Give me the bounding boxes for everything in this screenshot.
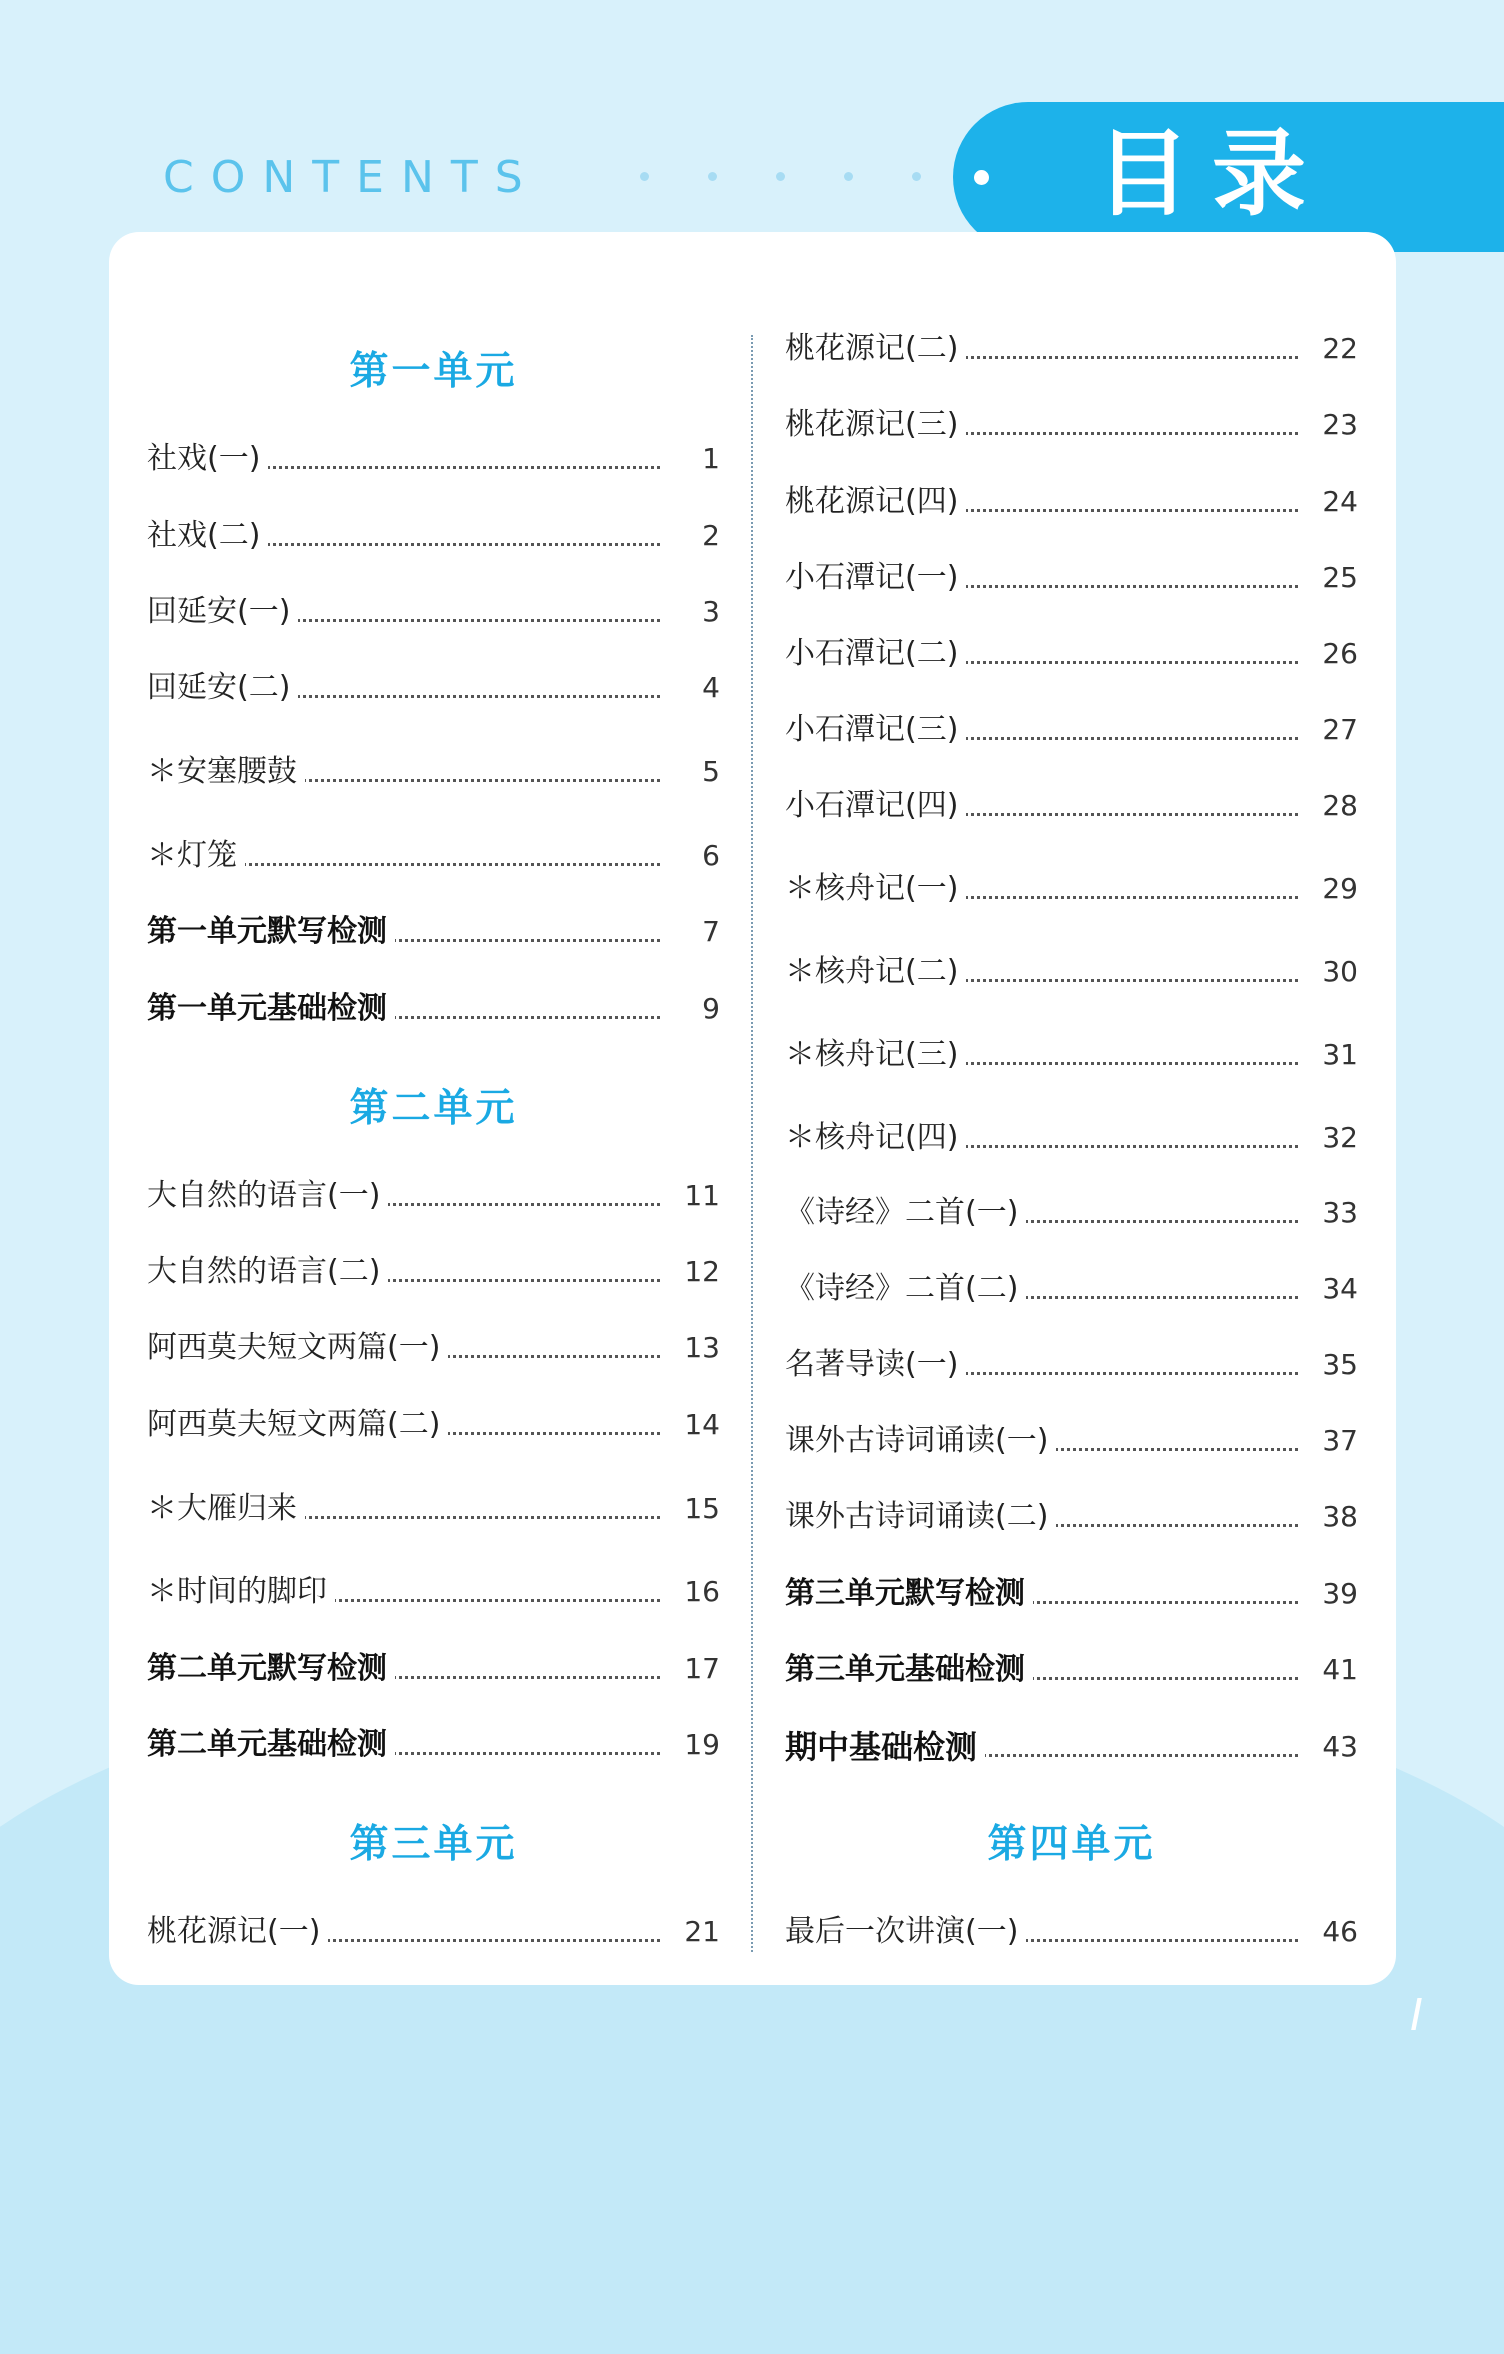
- toc-entry-page: 15: [664, 1486, 720, 1532]
- page-title: 目录: [1096, 120, 1329, 229]
- toc-entry[interactable]: [785, 1909, 1358, 1955]
- toc-entry-label: 回延安(一): [147, 589, 298, 635]
- toc-entry-label: 桃花源记(一): [147, 1909, 328, 1955]
- toc-entry-label: 社戏(一): [147, 436, 268, 482]
- tab-dot-icon: [974, 170, 989, 185]
- toc-entry-label: 课外古诗词诵读(一): [785, 1418, 1056, 1464]
- toc-entry[interactable]: [147, 749, 720, 795]
- toc-entry[interactable]: [147, 986, 720, 1032]
- unit-title: 第四单元: [987, 1821, 1156, 1867]
- toc-entry-page: 41: [1302, 1647, 1358, 1693]
- toc-entry-page: 22: [1302, 326, 1358, 372]
- toc-entry[interactable]: [147, 1569, 720, 1615]
- column-divider: [751, 335, 753, 1952]
- toc-entry-label: 第一单元默写检测: [147, 909, 395, 955]
- toc-entry-label: ＊灯笼: [147, 833, 245, 879]
- toc-entry[interactable]: [785, 479, 1358, 525]
- toc-entry-page: 7: [664, 909, 720, 955]
- page-number: I: [1410, 1990, 1423, 2041]
- toc-entry[interactable]: [147, 1173, 720, 1219]
- toc-entry-page: 2: [664, 513, 720, 559]
- toc-entry-label: 桃花源记(二): [785, 326, 966, 372]
- toc-entry[interactable]: [785, 631, 1358, 677]
- unit-title: 第三单元: [349, 1821, 518, 1867]
- unit-title: 第一单元: [349, 348, 518, 394]
- toc-entry-label: 第二单元基础检测: [147, 1722, 395, 1768]
- toc-entry-label: 桃花源记(三): [785, 402, 966, 448]
- toc-entry-label: 第三单元基础检测: [785, 1647, 1033, 1693]
- toc-entry-page: 1: [664, 436, 720, 482]
- toc-entry-label: ＊核舟记(一): [785, 866, 966, 912]
- toc-entry-label: 名著导读(一): [785, 1342, 966, 1388]
- toc-entry-label: 最后一次讲演(一): [785, 1909, 1026, 1955]
- toc-entry-label: ＊核舟记(四): [785, 1115, 966, 1161]
- toc-entry[interactable]: [147, 1722, 720, 1768]
- toc-entry[interactable]: [785, 707, 1358, 753]
- toc-entry-label: 课外古诗词诵读(二): [785, 1494, 1056, 1540]
- contents-label: CONTENTS: [163, 152, 540, 203]
- toc-entry-label: 小石潭记(四): [785, 783, 966, 829]
- toc-entry[interactable]: [147, 1486, 720, 1532]
- toc-entry-page: 9: [664, 986, 720, 1032]
- toc-entry[interactable]: [785, 1647, 1358, 1693]
- toc-entry[interactable]: [147, 513, 720, 559]
- toc-entry[interactable]: [785, 1342, 1358, 1388]
- toc-entry-label: ＊安塞腰鼓: [147, 749, 305, 795]
- toc-entry-page: 12: [664, 1249, 720, 1295]
- toc-entry-label: 《诗经》二首(一): [785, 1190, 1026, 1236]
- toc-entry-page: 13: [664, 1325, 720, 1371]
- toc-entry[interactable]: [147, 589, 720, 635]
- toc-entry-page: 30: [1302, 949, 1358, 995]
- toc-entry[interactable]: [147, 1646, 720, 1692]
- toc-entry-page: 27: [1302, 707, 1358, 753]
- toc-entry-page: 28: [1302, 783, 1358, 829]
- toc-entry-label: 第三单元默写检测: [785, 1571, 1033, 1617]
- toc-entry-page: 16: [664, 1569, 720, 1615]
- toc-entry[interactable]: [785, 1190, 1358, 1236]
- toc-entry[interactable]: [147, 436, 720, 482]
- toc-entry-label: 回延安(二): [147, 665, 298, 711]
- toc-entry[interactable]: [147, 1402, 720, 1448]
- title-tab: [953, 102, 1504, 252]
- toc-entry-label: 小石潭记(二): [785, 631, 966, 677]
- toc-entry-page: 17: [664, 1646, 720, 1692]
- toc-entry[interactable]: [785, 783, 1358, 829]
- toc-entry[interactable]: [785, 1266, 1358, 1312]
- toc-entry-page: 23: [1302, 402, 1358, 448]
- toc-entry-page: 43: [1302, 1724, 1358, 1770]
- toc-entry-label: 阿西莫夫短文两篇(二): [147, 1402, 448, 1448]
- toc-entry-page: 33: [1302, 1190, 1358, 1236]
- toc-entry-page: 24: [1302, 479, 1358, 525]
- toc-entry[interactable]: [147, 833, 720, 879]
- toc-entry-page: 6: [664, 833, 720, 879]
- toc-entry-label: ＊核舟记(三): [785, 1032, 966, 1078]
- toc-entry[interactable]: [785, 1115, 1358, 1161]
- toc-entry-label: 第一单元基础检测: [147, 986, 395, 1032]
- toc-entry[interactable]: [147, 1909, 720, 1955]
- toc-entry[interactable]: [785, 1724, 1358, 1770]
- toc-entry-page: 11: [664, 1173, 720, 1219]
- toc-entry-page: 25: [1302, 555, 1358, 601]
- toc-entry-page: 32: [1302, 1115, 1358, 1161]
- toc-entry[interactable]: [785, 949, 1358, 995]
- toc-entry-page: 46: [1302, 1909, 1358, 1955]
- toc-entry[interactable]: [785, 1032, 1358, 1078]
- toc-entry-page: 19: [664, 1722, 720, 1768]
- toc-entry[interactable]: [785, 1494, 1358, 1540]
- toc-entry-label: 大自然的语言(二): [147, 1249, 388, 1295]
- toc-entry-page: 39: [1302, 1571, 1358, 1617]
- toc-entry-label: 社戏(二): [147, 513, 268, 559]
- toc-entry-page: 14: [664, 1402, 720, 1448]
- toc-entry[interactable]: [785, 402, 1358, 448]
- toc-entry-page: 34: [1302, 1266, 1358, 1312]
- toc-entry-page: 38: [1302, 1494, 1358, 1540]
- toc-entry-label: 第二单元默写检测: [147, 1646, 395, 1692]
- toc-entry-label: 阿西莫夫短文两篇(一): [147, 1325, 448, 1371]
- toc-entry-page: 31: [1302, 1032, 1358, 1078]
- toc-entry-page: 26: [1302, 631, 1358, 677]
- toc-entry-page: 4: [664, 665, 720, 711]
- toc-entry[interactable]: [785, 326, 1358, 372]
- unit-title: 第二单元: [349, 1085, 518, 1131]
- toc-entry-page: 29: [1302, 866, 1358, 912]
- toc-entry[interactable]: [147, 1249, 720, 1295]
- toc-entry-label: 期中基础检测: [785, 1724, 985, 1770]
- toc-entry-label: ＊时间的脚印: [147, 1569, 335, 1615]
- toc-entry[interactable]: [147, 909, 720, 955]
- toc-entry-page: 37: [1302, 1418, 1358, 1464]
- toc-entry-label: 小石潭记(一): [785, 555, 966, 601]
- toc-entry-page: 3: [664, 589, 720, 635]
- toc-entry[interactable]: [785, 1418, 1358, 1464]
- toc-entry[interactable]: [147, 665, 720, 711]
- toc-entry[interactable]: [147, 1325, 720, 1371]
- toc-entry[interactable]: [785, 1571, 1358, 1617]
- toc-entry-label: ＊大雁归来: [147, 1486, 305, 1532]
- toc-entry-label: 大自然的语言(一): [147, 1173, 388, 1219]
- toc-entry-page: 35: [1302, 1342, 1358, 1388]
- toc-entry-label: 《诗经》二首(二): [785, 1266, 1026, 1312]
- toc-entry-label: ＊核舟记(二): [785, 949, 966, 995]
- toc-entry[interactable]: [785, 866, 1358, 912]
- toc-entry-label: 小石潭记(三): [785, 707, 966, 753]
- toc-entry-page: 21: [664, 1909, 720, 1955]
- toc-entry[interactable]: [785, 555, 1358, 601]
- toc-entry-page: 5: [664, 749, 720, 795]
- toc-entry-label: 桃花源记(四): [785, 479, 966, 525]
